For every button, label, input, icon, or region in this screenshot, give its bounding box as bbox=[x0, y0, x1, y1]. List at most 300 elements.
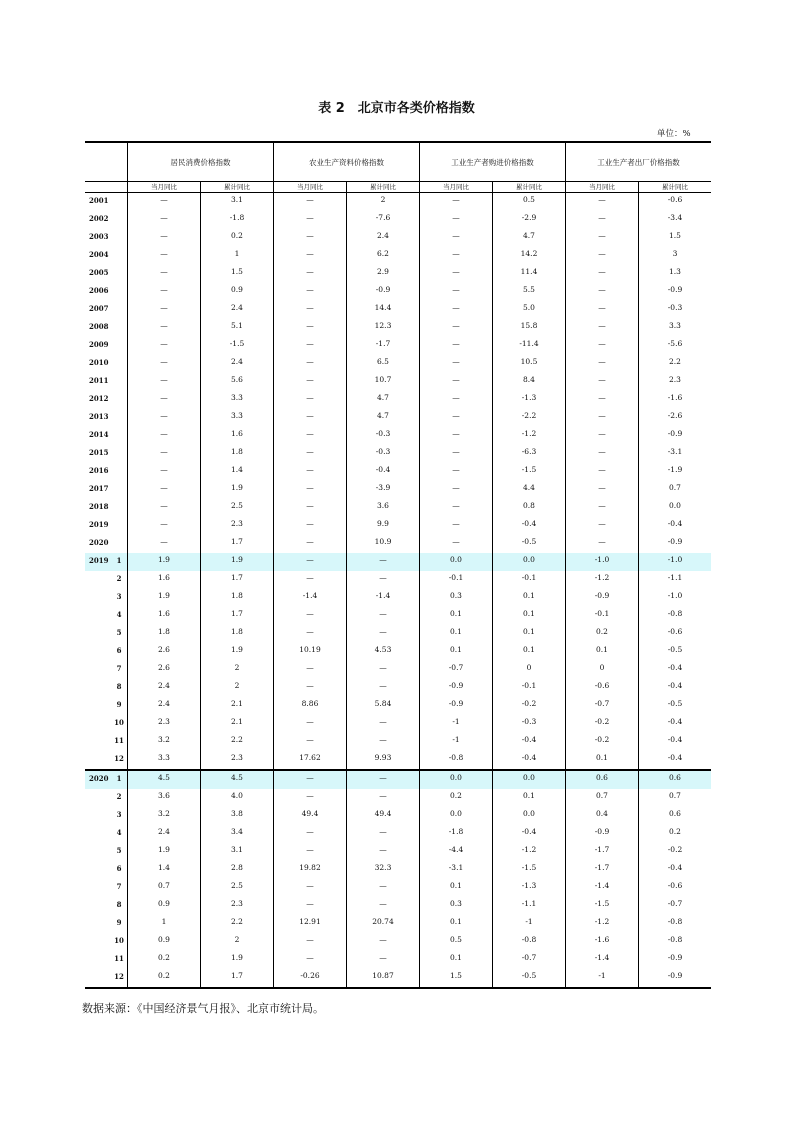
table-row bbox=[85, 625, 711, 643]
table-cell: 3.1 bbox=[200, 843, 273, 861]
table-cell: 2.2 bbox=[638, 355, 711, 373]
table-cell: -3.1 bbox=[419, 861, 492, 879]
table-row bbox=[85, 789, 711, 807]
table-cell: — bbox=[127, 211, 200, 229]
table-cell: — bbox=[127, 463, 200, 481]
table-row bbox=[85, 607, 711, 625]
table-cell: -0.9 bbox=[638, 969, 711, 987]
table-cell: 0.5 bbox=[492, 193, 565, 211]
table-cell: — bbox=[127, 247, 200, 265]
table-cell: — bbox=[127, 535, 200, 553]
row-year: 2002 bbox=[89, 214, 109, 223]
table-row bbox=[85, 951, 711, 969]
table-cell: — bbox=[273, 481, 346, 499]
table-cell: 2.2 bbox=[200, 733, 273, 751]
table-cell: — bbox=[346, 897, 419, 915]
table-cell: 10.19 bbox=[273, 643, 346, 661]
table-row bbox=[85, 843, 711, 861]
table-row bbox=[85, 445, 711, 463]
table-row bbox=[85, 571, 711, 589]
table-cell: — bbox=[273, 409, 346, 427]
row-year: 2013 bbox=[89, 412, 109, 421]
table-cell: -0.1 bbox=[492, 571, 565, 589]
table-cell: 1.5 bbox=[200, 265, 273, 283]
table-cell: 2.6 bbox=[127, 661, 200, 679]
table-cell: — bbox=[565, 481, 638, 499]
table-cell: 2.3 bbox=[200, 517, 273, 535]
row-month: 10 bbox=[114, 936, 124, 945]
table-cell: — bbox=[565, 319, 638, 337]
sub-header: 当月同比 bbox=[273, 182, 346, 192]
row-year: 2011 bbox=[89, 376, 109, 385]
table-cell: — bbox=[419, 265, 492, 283]
table-cell: 19.82 bbox=[273, 861, 346, 879]
table-cell: — bbox=[419, 373, 492, 391]
table-row bbox=[85, 969, 711, 987]
table-cell: — bbox=[346, 625, 419, 643]
table-cell: -0.4 bbox=[638, 715, 711, 733]
table-cell: 4.53 bbox=[346, 643, 419, 661]
table-cell: — bbox=[346, 553, 419, 571]
table-cell: 2 bbox=[200, 679, 273, 697]
table-cell: 0.3 bbox=[419, 897, 492, 915]
row-month: 4 bbox=[116, 828, 122, 837]
row-month: 1 bbox=[116, 774, 122, 783]
row-month: 5 bbox=[116, 846, 122, 855]
group-header-agri: 农业生产资料价格指数 bbox=[273, 143, 419, 181]
table-cell: 0.1 bbox=[419, 951, 492, 969]
table-cell: 2.3 bbox=[638, 373, 711, 391]
sub-header: 累计同比 bbox=[638, 182, 711, 192]
table-cell: 1.4 bbox=[127, 861, 200, 879]
table-row bbox=[85, 879, 711, 897]
table-cell: 0.2 bbox=[638, 825, 711, 843]
table-cell: -1.5 bbox=[565, 897, 638, 915]
table-cell: — bbox=[346, 661, 419, 679]
table-cell: 1.9 bbox=[200, 553, 273, 571]
table-cell: -0.9 bbox=[638, 283, 711, 301]
table-cell: 1.5 bbox=[638, 229, 711, 247]
table-cell: 0.1 bbox=[565, 751, 638, 769]
table-row bbox=[85, 553, 711, 571]
table-cell: — bbox=[273, 445, 346, 463]
table-cell: — bbox=[273, 427, 346, 445]
table-cell: — bbox=[419, 355, 492, 373]
table-cell: 12.3 bbox=[346, 319, 419, 337]
table-row bbox=[85, 481, 711, 499]
table-cell: -1.0 bbox=[638, 553, 711, 571]
table-cell: 0.2 bbox=[419, 789, 492, 807]
row-year: 2012 bbox=[89, 394, 109, 403]
table-cell: 3.8 bbox=[200, 807, 273, 825]
table-cell: — bbox=[419, 517, 492, 535]
table-cell: 15.8 bbox=[492, 319, 565, 337]
table-cell: — bbox=[565, 355, 638, 373]
table-cell: 10.87 bbox=[346, 969, 419, 987]
table-cell: 0.6 bbox=[638, 771, 711, 789]
table-cell: — bbox=[127, 319, 200, 337]
table-row bbox=[85, 409, 711, 427]
table-cell: 9.93 bbox=[346, 751, 419, 769]
table-cell: -1.4 bbox=[273, 589, 346, 607]
table-cell: 4.7 bbox=[492, 229, 565, 247]
table-cell: — bbox=[127, 481, 200, 499]
sub-header: 当月同比 bbox=[127, 182, 200, 192]
table-cell: 1.9 bbox=[200, 643, 273, 661]
table-cell: 2.4 bbox=[127, 679, 200, 697]
table-cell: — bbox=[273, 553, 346, 571]
table-cell: 2.8 bbox=[200, 861, 273, 879]
table-cell: — bbox=[127, 517, 200, 535]
table-cell: 0.0 bbox=[419, 771, 492, 789]
table-cell: 3.4 bbox=[200, 825, 273, 843]
table-cell: — bbox=[127, 373, 200, 391]
row-year: 2005 bbox=[89, 268, 109, 277]
table-cell: -0.4 bbox=[492, 517, 565, 535]
table-cell: -1 bbox=[492, 915, 565, 933]
table-row bbox=[85, 391, 711, 409]
table-cell: — bbox=[346, 733, 419, 751]
table-cell: — bbox=[127, 229, 200, 247]
sub-header-row bbox=[85, 182, 711, 193]
row-month: 12 bbox=[114, 754, 124, 763]
table-cell: — bbox=[565, 499, 638, 517]
table-cell: — bbox=[273, 933, 346, 951]
table-row bbox=[85, 211, 711, 229]
price-index-table bbox=[85, 141, 711, 989]
table-cell: -6.3 bbox=[492, 445, 565, 463]
row-month: 7 bbox=[116, 664, 122, 673]
table-cell: 3.3 bbox=[200, 409, 273, 427]
table-cell: 4.5 bbox=[200, 771, 273, 789]
sub-header: 累计同比 bbox=[346, 182, 419, 192]
table-cell: -1.5 bbox=[492, 861, 565, 879]
table-cell: 8.86 bbox=[273, 697, 346, 715]
table-cell: 1 bbox=[200, 247, 273, 265]
row-month: 7 bbox=[116, 882, 122, 891]
table-cell: -0.3 bbox=[346, 445, 419, 463]
sub-header: 累计同比 bbox=[492, 182, 565, 192]
table-cell: — bbox=[273, 535, 346, 553]
table-cell: 4.4 bbox=[492, 481, 565, 499]
row-year: 2009 bbox=[89, 340, 109, 349]
table-row bbox=[85, 715, 711, 733]
table-cell: — bbox=[565, 373, 638, 391]
table-cell: -1 bbox=[419, 733, 492, 751]
table-cell: — bbox=[127, 283, 200, 301]
table-cell: 3.1 bbox=[200, 193, 273, 211]
row-month: 11 bbox=[114, 954, 124, 963]
table-cell: — bbox=[565, 247, 638, 265]
table-cell: — bbox=[565, 265, 638, 283]
table-cell: — bbox=[273, 229, 346, 247]
table-row bbox=[85, 535, 711, 553]
row-year: 2003 bbox=[89, 232, 109, 241]
table-cell: 6.5 bbox=[346, 355, 419, 373]
row-month: 5 bbox=[116, 628, 122, 637]
table-row bbox=[85, 825, 711, 843]
table-cell: 11.4 bbox=[492, 265, 565, 283]
table-row bbox=[85, 337, 711, 355]
table-cell: 1.8 bbox=[127, 625, 200, 643]
table-cell: -1.2 bbox=[565, 571, 638, 589]
table-cell: 0.9 bbox=[127, 897, 200, 915]
table-cell: 0.3 bbox=[419, 589, 492, 607]
row-year: 2020 bbox=[89, 774, 109, 783]
table-cell: -11.4 bbox=[492, 337, 565, 355]
table-cell: 3.3 bbox=[127, 751, 200, 769]
table-cell: -0.8 bbox=[638, 607, 711, 625]
table-cell: 3.2 bbox=[127, 733, 200, 751]
table-cell: — bbox=[419, 301, 492, 319]
table-cell: -0.5 bbox=[492, 969, 565, 987]
table-row bbox=[85, 915, 711, 933]
table-row bbox=[85, 283, 711, 301]
table-cell: 3 bbox=[638, 247, 711, 265]
table-cell: — bbox=[273, 625, 346, 643]
table-cell: 0.1 bbox=[492, 607, 565, 625]
table-cell: -0.8 bbox=[638, 933, 711, 951]
table-cell: 0.1 bbox=[419, 879, 492, 897]
table-cell: — bbox=[419, 283, 492, 301]
table-cell: 0.7 bbox=[638, 789, 711, 807]
table-cell: — bbox=[273, 789, 346, 807]
row-year: 2001 bbox=[89, 196, 109, 205]
table-cell: -0.9 bbox=[638, 427, 711, 445]
table-cell: — bbox=[273, 337, 346, 355]
table-cell: 1 bbox=[127, 915, 200, 933]
table-cell: — bbox=[127, 301, 200, 319]
table-cell: — bbox=[419, 391, 492, 409]
table-cell: -1.6 bbox=[565, 933, 638, 951]
table-cell: 0.0 bbox=[419, 553, 492, 571]
table-row bbox=[85, 679, 711, 697]
table-row bbox=[85, 589, 711, 607]
table-cell: 2.3 bbox=[200, 897, 273, 915]
table-cell: -0.4 bbox=[638, 679, 711, 697]
table-cell: -0.9 bbox=[346, 283, 419, 301]
table-cell: — bbox=[127, 409, 200, 427]
table-cell: -0.3 bbox=[346, 427, 419, 445]
table-cell: 1.4 bbox=[200, 463, 273, 481]
table-cell: 0.1 bbox=[492, 789, 565, 807]
table-cell: 10.9 bbox=[346, 535, 419, 553]
table-cell: 1.9 bbox=[200, 481, 273, 499]
table-row bbox=[85, 193, 711, 211]
table-cell: — bbox=[127, 391, 200, 409]
table-cell: — bbox=[419, 481, 492, 499]
table-cell: — bbox=[565, 211, 638, 229]
table-cell: 0.0 bbox=[419, 807, 492, 825]
row-month: 3 bbox=[116, 810, 122, 819]
table-cell: — bbox=[565, 193, 638, 211]
table-cell: 5.5 bbox=[492, 283, 565, 301]
table-cell: 0.4 bbox=[565, 807, 638, 825]
table-cell: 0.0 bbox=[492, 553, 565, 571]
table-cell: -0.6 bbox=[638, 193, 711, 211]
table-cell: 1.7 bbox=[200, 535, 273, 553]
table-cell: 17.62 bbox=[273, 751, 346, 769]
group-header-ppi-output: 工业生产者出厂价格指数 bbox=[565, 143, 711, 181]
table-cell: — bbox=[419, 499, 492, 517]
table-cell: -0.1 bbox=[492, 679, 565, 697]
table-cell: 0.1 bbox=[419, 643, 492, 661]
table-cell: -0.6 bbox=[638, 625, 711, 643]
row-month: 11 bbox=[114, 736, 124, 745]
table-cell: — bbox=[346, 679, 419, 697]
table-cell: — bbox=[419, 247, 492, 265]
table-cell: 0.0 bbox=[638, 499, 711, 517]
row-month: 4 bbox=[116, 610, 122, 619]
table-cell: — bbox=[273, 391, 346, 409]
table-cell: — bbox=[419, 463, 492, 481]
table-cell: -2.9 bbox=[492, 211, 565, 229]
table-cell: -0.6 bbox=[565, 679, 638, 697]
table-cell: -0.7 bbox=[419, 661, 492, 679]
table-cell: -3.4 bbox=[638, 211, 711, 229]
table-cell: -0.2 bbox=[565, 733, 638, 751]
table-cell: 2.4 bbox=[346, 229, 419, 247]
table-cell: -1.0 bbox=[638, 589, 711, 607]
table-cell: -7.6 bbox=[346, 211, 419, 229]
table-cell: -1.7 bbox=[565, 861, 638, 879]
row-month: 10 bbox=[114, 718, 124, 727]
table-row bbox=[85, 933, 711, 951]
row-year: 2018 bbox=[89, 502, 109, 511]
table-cell: 1.6 bbox=[127, 571, 200, 589]
table-row bbox=[85, 661, 711, 679]
table-cell: — bbox=[346, 571, 419, 589]
table-cell: — bbox=[273, 517, 346, 535]
table-cell: 1.9 bbox=[127, 843, 200, 861]
table-cell: 1.3 bbox=[638, 265, 711, 283]
table-row bbox=[85, 319, 711, 337]
table-cell: 2.5 bbox=[200, 499, 273, 517]
table-cell: -0.5 bbox=[638, 697, 711, 715]
table-cell: 49.4 bbox=[273, 807, 346, 825]
table-cell: 0 bbox=[492, 661, 565, 679]
table-cell: 0.2 bbox=[127, 951, 200, 969]
table-body bbox=[85, 193, 711, 987]
table-cell: 0.1 bbox=[492, 589, 565, 607]
table-cell: — bbox=[419, 229, 492, 247]
table-cell: — bbox=[273, 499, 346, 517]
table-cell: — bbox=[419, 535, 492, 553]
table-cell: -0.7 bbox=[565, 697, 638, 715]
table-cell: -0.4 bbox=[638, 661, 711, 679]
table-cell: 2.2 bbox=[200, 915, 273, 933]
table-cell: — bbox=[565, 445, 638, 463]
table-cell: -1.4 bbox=[565, 879, 638, 897]
table-cell: -1.1 bbox=[638, 571, 711, 589]
table-cell: -0.4 bbox=[492, 751, 565, 769]
table-cell: 3.6 bbox=[346, 499, 419, 517]
table-cell: 32.3 bbox=[346, 861, 419, 879]
table-row bbox=[85, 771, 711, 789]
table-cell: -1.7 bbox=[565, 843, 638, 861]
table-cell: — bbox=[127, 427, 200, 445]
table-cell: 0.7 bbox=[127, 879, 200, 897]
table-cell: — bbox=[127, 193, 200, 211]
table-cell: 0.2 bbox=[200, 229, 273, 247]
table-cell: -0.4 bbox=[638, 517, 711, 535]
table-cell: -0.9 bbox=[638, 951, 711, 969]
row-month: 1 bbox=[116, 556, 122, 565]
table-cell: — bbox=[127, 445, 200, 463]
row-year: 2006 bbox=[89, 286, 109, 295]
table-cell: -0.9 bbox=[565, 825, 638, 843]
table-cell: -0.4 bbox=[638, 733, 711, 751]
table-cell: -1.9 bbox=[638, 463, 711, 481]
table-cell: 0.1 bbox=[419, 625, 492, 643]
table-cell: -0.6 bbox=[638, 879, 711, 897]
table-cell: 2 bbox=[200, 933, 273, 951]
table-cell: 2.5 bbox=[200, 879, 273, 897]
table-cell: 1.5 bbox=[419, 969, 492, 987]
row-year: 2004 bbox=[89, 250, 109, 259]
table-cell: 0.6 bbox=[565, 771, 638, 789]
table-cell: — bbox=[273, 355, 346, 373]
table-row bbox=[85, 229, 711, 247]
table-cell: 0.5 bbox=[419, 933, 492, 951]
table-cell: — bbox=[565, 517, 638, 535]
row-month: 2 bbox=[116, 574, 122, 583]
table-cell: 10.7 bbox=[346, 373, 419, 391]
row-month: 3 bbox=[116, 592, 122, 601]
table-cell: -0.4 bbox=[638, 861, 711, 879]
sub-header: 当月同比 bbox=[419, 182, 492, 192]
table-cell: -1.3 bbox=[492, 879, 565, 897]
table-cell: 1.8 bbox=[200, 589, 273, 607]
table-cell: — bbox=[273, 211, 346, 229]
table-row bbox=[85, 463, 711, 481]
table-cell: — bbox=[565, 463, 638, 481]
table-cell: -3.9 bbox=[346, 481, 419, 499]
table-cell: -1.2 bbox=[492, 843, 565, 861]
table-cell: 2.4 bbox=[200, 355, 273, 373]
table-cell: 0.2 bbox=[565, 625, 638, 643]
table-cell: — bbox=[273, 679, 346, 697]
table-cell: 14.4 bbox=[346, 301, 419, 319]
table-cell: — bbox=[346, 771, 419, 789]
table-cell: -4.4 bbox=[419, 843, 492, 861]
table-cell: 1.6 bbox=[200, 427, 273, 445]
table-cell: — bbox=[565, 337, 638, 355]
sub-header: 当月同比 bbox=[565, 182, 638, 192]
table-cell: -5.6 bbox=[638, 337, 711, 355]
table-cell: -1.2 bbox=[565, 915, 638, 933]
table-row bbox=[85, 697, 711, 715]
table-cell: 1.9 bbox=[200, 951, 273, 969]
table-cell: 2 bbox=[346, 193, 419, 211]
table-cell: -0.8 bbox=[638, 915, 711, 933]
table-cell: 0.2 bbox=[127, 969, 200, 987]
table-cell: — bbox=[273, 319, 346, 337]
table-cell: 4.7 bbox=[346, 409, 419, 427]
table-cell: — bbox=[419, 445, 492, 463]
table-cell: 1.7 bbox=[200, 607, 273, 625]
table-cell: 9.9 bbox=[346, 517, 419, 535]
table-cell: 2.4 bbox=[200, 301, 273, 319]
group-header-cpi: 居民消费价格指数 bbox=[127, 143, 273, 181]
table-cell: -1.4 bbox=[346, 589, 419, 607]
table-cell: -0.7 bbox=[492, 951, 565, 969]
table-cell: 2.4 bbox=[127, 697, 200, 715]
table-cell: -1.8 bbox=[419, 825, 492, 843]
table-cell: — bbox=[419, 193, 492, 211]
table-cell: — bbox=[346, 933, 419, 951]
table-cell: — bbox=[273, 463, 346, 481]
